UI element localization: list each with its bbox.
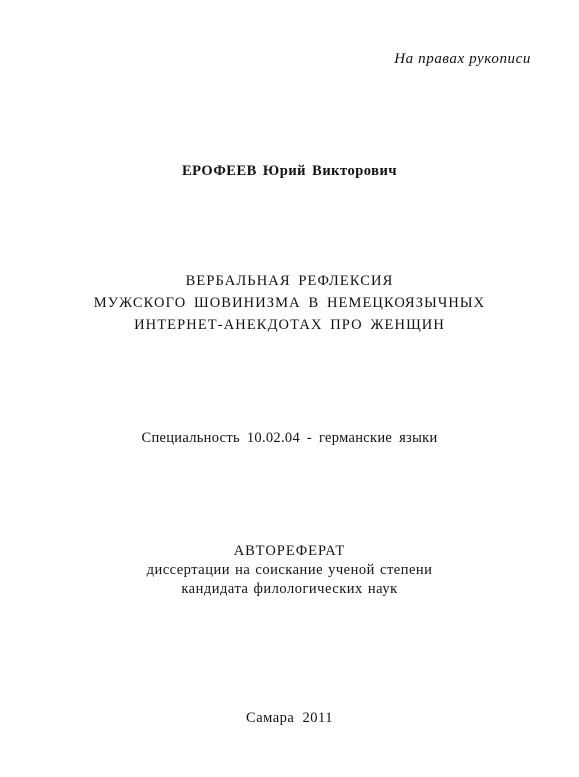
title-line-2: МУЖСКОГО ШОВИНИЗМА В НЕМЕЦКОЯЗЫЧНЫХ (93, 295, 486, 311)
manuscript-note: На правах рукописи (394, 51, 531, 67)
title-line-3: ИНТЕРНЕТ-АНЕКДОТАХ ПРО ЖЕНЩИН (134, 317, 445, 333)
abstract-line-1: диссертации на соискание ученой степени (146, 562, 433, 578)
abstract-label: АВТОРЕФЕРАТ (233, 543, 346, 559)
title-line-1: ВЕРБАЛЬНАЯ РЕФЛЕКСИЯ (185, 273, 394, 289)
specialty-line: Специальность 10.02.04 - германские языки (141, 430, 438, 446)
place-year: Самара 2011 (246, 710, 333, 726)
author-name: ЕРОФЕЕВ Юрий Викторович (181, 163, 398, 179)
abstract-line-2: кандидата филологических наук (181, 581, 398, 597)
